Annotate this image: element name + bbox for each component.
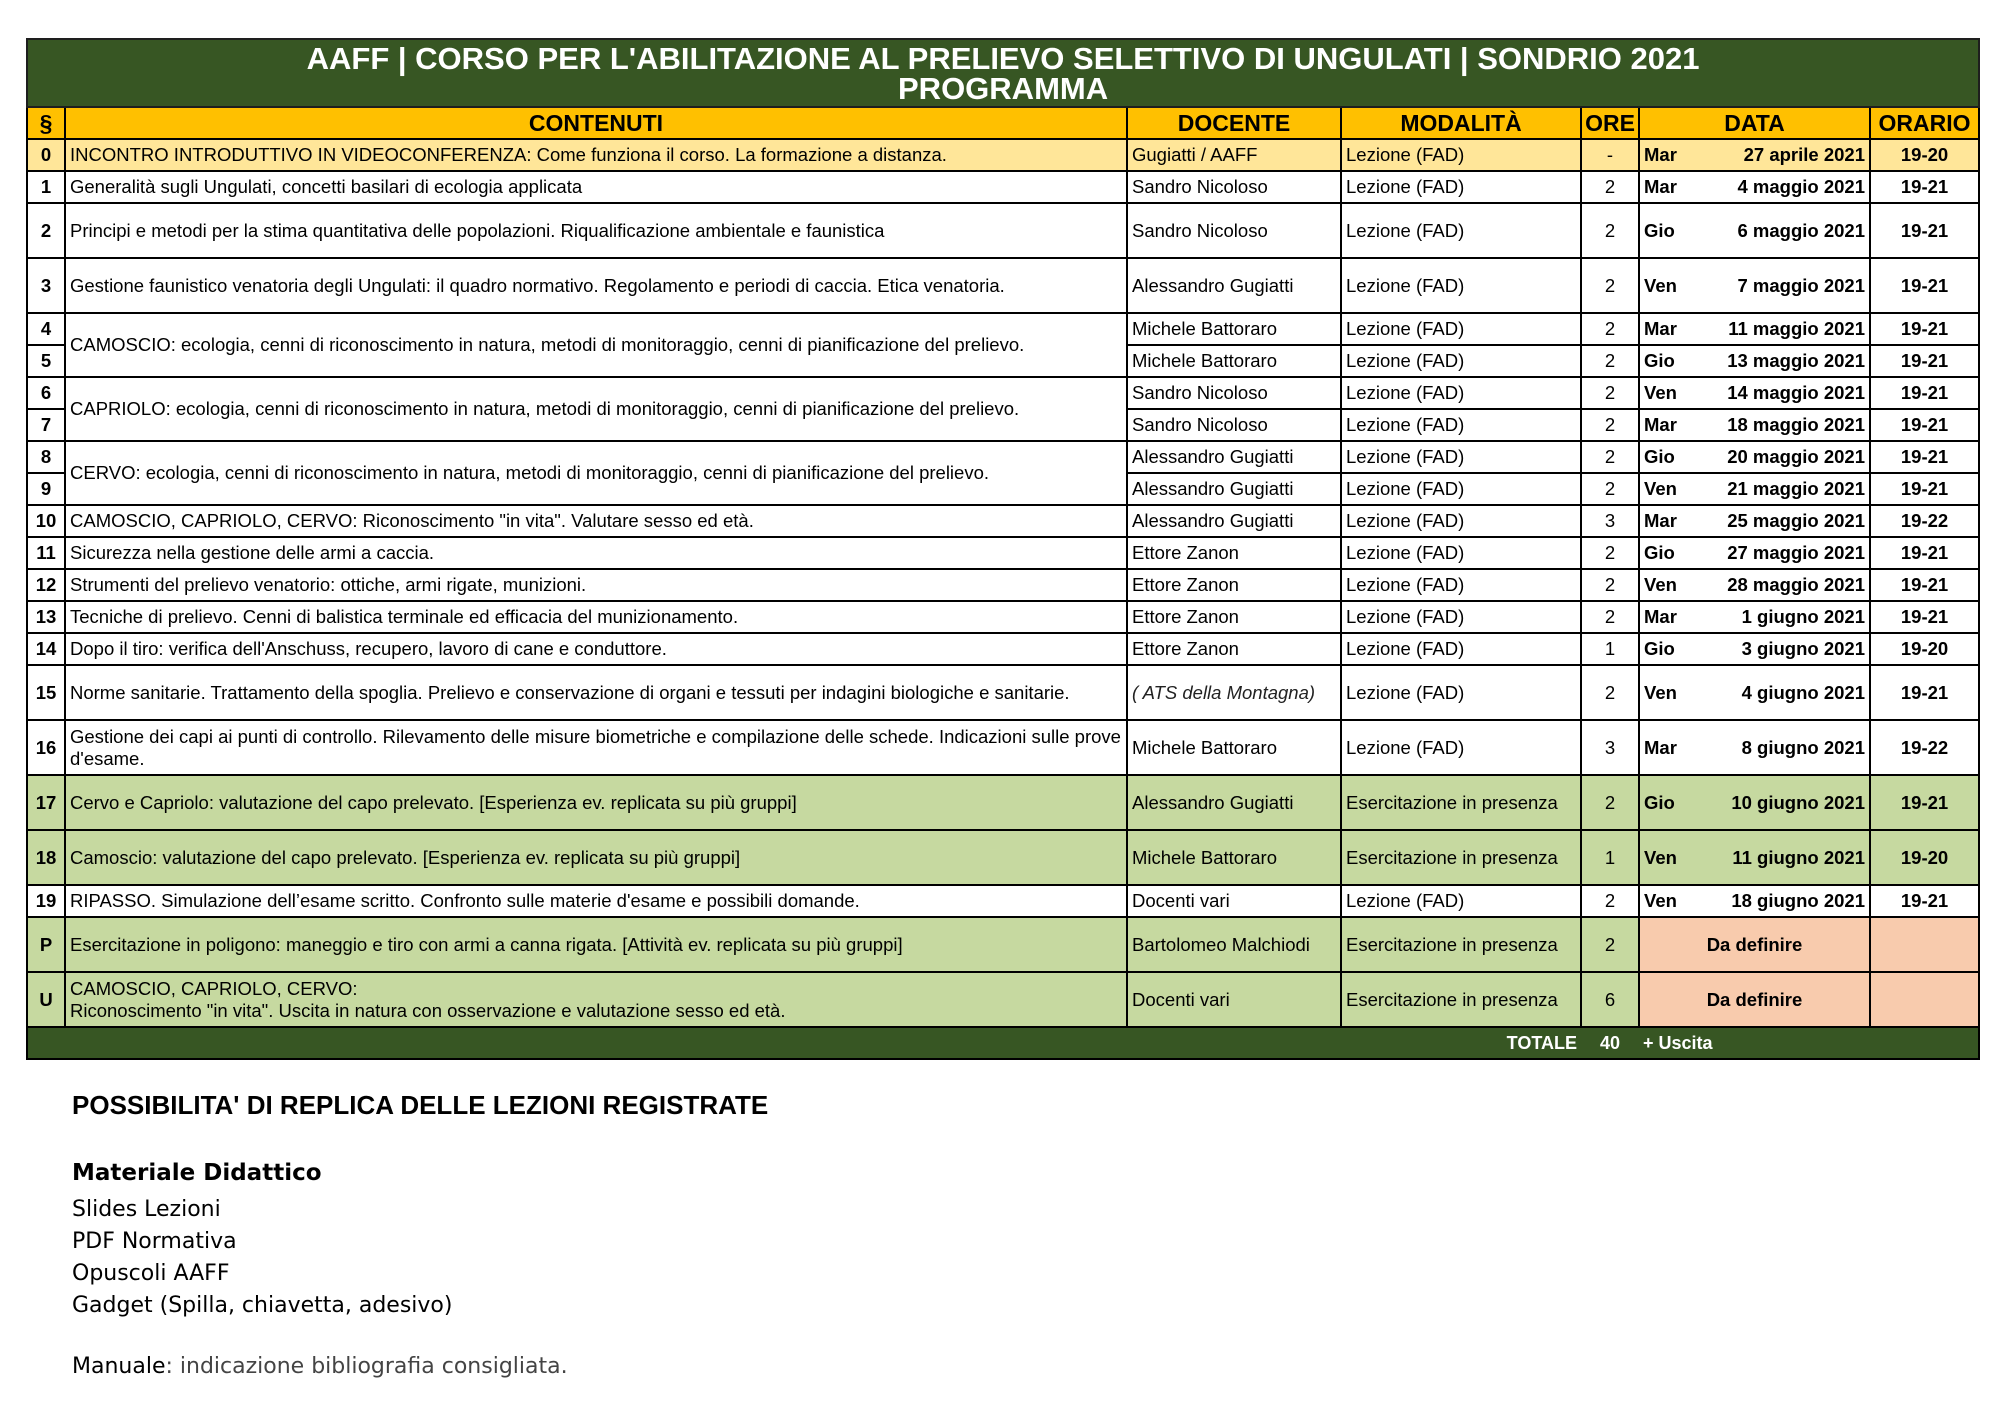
row-ore: 3 <box>1581 505 1639 537</box>
row-num: 16 <box>27 720 65 775</box>
list-item: Slides Lezioni <box>72 1197 221 1222</box>
row-orario: 19-21 <box>1870 345 1979 377</box>
table-row <box>27 917 1979 972</box>
row-ore: 3 <box>1581 720 1639 775</box>
row-docente: Michele Battoraro <box>1127 345 1341 377</box>
row-data: 11 maggio 2021 <box>1699 313 1870 345</box>
row-modalita: Lezione (FAD) <box>1341 139 1581 171</box>
row-num: 18 <box>27 830 65 885</box>
manuale-label: Manuale <box>72 1354 166 1379</box>
row-contenuti: Cervo e Capriolo: valutazione del capo prelevato. [Esperienza ev. replicata su più gruppi] <box>65 775 1127 830</box>
row-orario: 19-20 <box>1870 633 1979 665</box>
row-orario: 19-21 <box>1870 377 1979 409</box>
materiale-title: Materiale Didattico <box>72 1160 322 1186</box>
row-docente: Docenti vari <box>1127 972 1341 1027</box>
row-modalita: Lezione (FAD) <box>1341 569 1581 601</box>
header-docente: DOCENTE <box>1127 107 1341 139</box>
row-ore: 1 <box>1581 830 1639 885</box>
row-data: 7 maggio 2021 <box>1699 258 1870 313</box>
row-orario: 19-21 <box>1870 473 1979 505</box>
materiale-list <box>72 1194 452 1322</box>
row-num: 7 <box>27 409 65 441</box>
row-data-tbd: Da definire <box>1639 917 1870 972</box>
row-orario: 19-21 <box>1870 885 1979 917</box>
table-row <box>27 171 1979 203</box>
row-num: 15 <box>27 665 65 720</box>
row-docente: Sandro Nicoloso <box>1127 377 1341 409</box>
total-hours: 40 <box>1581 1027 1639 1059</box>
row-modalita: Lezione (FAD) <box>1341 441 1581 473</box>
table-row <box>27 537 1979 569</box>
row-modalita: Esercitazione in presenza <box>1341 917 1581 972</box>
row-modalita: Lezione (FAD) <box>1341 203 1581 258</box>
row-data: 11 giugno 2021 <box>1699 830 1870 885</box>
row-contenuti: Camoscio: valutazione del capo prelevato. [Esperienza ev. replicata su più gruppi] <box>65 830 1127 885</box>
table-row <box>27 139 1979 171</box>
row-modalita: Esercitazione in presenza <box>1341 775 1581 830</box>
row-num: 10 <box>27 505 65 537</box>
row-data: 20 maggio 2021 <box>1699 441 1870 473</box>
table-row <box>27 377 1979 409</box>
row-orario: 19-21 <box>1870 665 1979 720</box>
row-orario-empty <box>1870 917 1979 972</box>
row-contenuti: Gestione dei capi ai punti di controllo. Rilevamento delle misure biometriche e compilazione delle schede. Indicazioni sulle prove d'esame. <box>65 720 1127 775</box>
header-modalita: MODALITÀ <box>1341 107 1581 139</box>
row-modalita: Lezione (FAD) <box>1341 665 1581 720</box>
row-orario: 19-21 <box>1870 537 1979 569</box>
row-data: 28 maggio 2021 <box>1699 569 1870 601</box>
row-num: 4 <box>27 313 65 345</box>
row-num: 8 <box>27 441 65 473</box>
row-docente: Bartolomeo Malchiodi <box>1127 917 1341 972</box>
row-contenuti: Generalità sugli Ungulati, concetti basilari di ecologia applicata <box>65 171 1127 203</box>
row-docente: Ettore Zanon <box>1127 569 1341 601</box>
row-modalita: Lezione (FAD) <box>1341 377 1581 409</box>
manuale-text: : indicazione bibliografia consigliata. <box>165 1354 568 1379</box>
row-orario: 19-22 <box>1870 505 1979 537</box>
program-table <box>26 38 1980 1060</box>
row-giorno: Gio <box>1639 441 1699 473</box>
row-ore: 2 <box>1581 473 1639 505</box>
row-docente: Gugiatti / AAFF <box>1127 139 1341 171</box>
row-modalita: Lezione (FAD) <box>1341 409 1581 441</box>
row-giorno: Gio <box>1639 537 1699 569</box>
row-data: 8 giugno 2021 <box>1699 720 1870 775</box>
table-row <box>27 569 1979 601</box>
row-data: 3 giugno 2021 <box>1699 633 1870 665</box>
row-num: 11 <box>27 537 65 569</box>
table-row <box>27 972 1979 1027</box>
row-orario: 19-21 <box>1870 601 1979 633</box>
row-giorno: Mar <box>1639 720 1699 775</box>
row-modalita: Esercitazione in presenza <box>1341 972 1581 1027</box>
row-ore: 2 <box>1581 665 1639 720</box>
table-row <box>27 441 1979 473</box>
row-giorno: Ven <box>1639 258 1699 313</box>
row-data: 21 maggio 2021 <box>1699 473 1870 505</box>
row-contenuti: Principi e metodi per la stima quantitativa delle popolazioni. Riqualificazione ambientale e faunistica <box>65 203 1127 258</box>
row-orario: 19-21 <box>1870 203 1979 258</box>
row-data: 27 aprile 2021 <box>1699 139 1870 171</box>
table-row <box>27 505 1979 537</box>
row-orario: 19-21 <box>1870 441 1979 473</box>
table-row <box>27 203 1979 258</box>
row-docente: Sandro Nicoloso <box>1127 171 1341 203</box>
row-data: 4 maggio 2021 <box>1699 171 1870 203</box>
row-orario: 19-21 <box>1870 409 1979 441</box>
header-contenuti: CONTENUTI <box>65 107 1127 139</box>
table-row <box>27 665 1979 720</box>
course-title: AAFF | CORSO PER L'ABILITAZIONE AL PRELIEVO SELETTIVO DI UNGULATI | SONDRIO 2021 <box>306 41 1700 76</box>
manuale-line <box>72 1354 568 1379</box>
row-contenuti: Gestione faunistico venatoria degli Ungulati: il quadro normativo. Regolamento e periodi di caccia. Etica venatoria. <box>65 258 1127 313</box>
row-giorno: Ven <box>1639 885 1699 917</box>
row-modalita: Esercitazione in presenza <box>1341 830 1581 885</box>
row-data: 27 maggio 2021 <box>1699 537 1870 569</box>
row-contenuti-line1: CAMOSCIO, CAPRIOLO, CERVO: <box>70 977 358 999</box>
row-giorno: Gio <box>1639 633 1699 665</box>
list-item: Gadget (Spilla, chiavetta, adesivo) <box>72 1293 453 1318</box>
row-modalita: Lezione (FAD) <box>1341 313 1581 345</box>
row-contenuti: CAMOSCIO, CAPRIOLO, CERVO: Riconoscimento "in vita". Valutare sesso ed età. <box>65 505 1127 537</box>
row-modalita: Lezione (FAD) <box>1341 720 1581 775</box>
list-item: PDF Normativa <box>72 1229 237 1254</box>
header-orario: ORARIO <box>1870 107 1979 139</box>
row-orario: 19-21 <box>1870 258 1979 313</box>
row-num: P <box>27 917 65 972</box>
header-data: DATA <box>1639 107 1870 139</box>
title-cell <box>27 39 1979 107</box>
row-data: 6 maggio 2021 <box>1699 203 1870 258</box>
row-data: 25 maggio 2021 <box>1699 505 1870 537</box>
row-num: 0 <box>27 139 65 171</box>
row-docente: Michele Battoraro <box>1127 720 1341 775</box>
row-ore: 2 <box>1581 313 1639 345</box>
total-extra: + Uscita <box>1639 1027 1979 1059</box>
row-num: 19 <box>27 885 65 917</box>
row-orario: 19-21 <box>1870 313 1979 345</box>
row-data: 13 maggio 2021 <box>1699 345 1870 377</box>
row-contenuti: RIPASSO. Simulazione dell’esame scritto. Confronto sulle materie d'esame e possibili domande. <box>65 885 1127 917</box>
row-num: 14 <box>27 633 65 665</box>
row-docente: ( ATS della Montagna) <box>1127 665 1341 720</box>
row-docente: Ettore Zanon <box>1127 537 1341 569</box>
row-modalita: Lezione (FAD) <box>1341 258 1581 313</box>
row-num: 2 <box>27 203 65 258</box>
total-row <box>27 1027 1979 1059</box>
row-contenuti: Sicurezza nella gestione delle armi a caccia. <box>65 537 1127 569</box>
row-docente: Alessandro Gugiatti <box>1127 258 1341 313</box>
table-row <box>27 601 1979 633</box>
row-contenuti: Tecniche di prelievo. Cenni di balistica terminale ed efficacia del munizionamento. <box>65 601 1127 633</box>
row-docente: Alessandro Gugiatti <box>1127 775 1341 830</box>
row-ore: - <box>1581 139 1639 171</box>
row-data: 14 maggio 2021 <box>1699 377 1870 409</box>
row-contenuti: CERVO: ecologia, cenni di riconoscimento in natura, metodi di monitoraggio, cenni di pianificazione del prelievo. <box>65 441 1127 505</box>
row-num: 17 <box>27 775 65 830</box>
row-docente: Sandro Nicoloso <box>1127 409 1341 441</box>
row-data-tbd: Da definire <box>1639 972 1870 1027</box>
row-modalita: Lezione (FAD) <box>1341 473 1581 505</box>
program-sheet <box>26 38 1978 1060</box>
row-num: 6 <box>27 377 65 409</box>
row-giorno: Mar <box>1639 313 1699 345</box>
row-modalita: Lezione (FAD) <box>1341 345 1581 377</box>
row-modalita: Lezione (FAD) <box>1341 633 1581 665</box>
row-ore: 2 <box>1581 377 1639 409</box>
row-giorno: Gio <box>1639 775 1699 830</box>
row-num: 13 <box>27 601 65 633</box>
row-modalita: Lezione (FAD) <box>1341 537 1581 569</box>
row-data: 18 maggio 2021 <box>1699 409 1870 441</box>
row-ore: 2 <box>1581 441 1639 473</box>
row-orario: 19-20 <box>1870 139 1979 171</box>
row-giorno: Mar <box>1639 601 1699 633</box>
row-ore: 2 <box>1581 569 1639 601</box>
row-giorno: Mar <box>1639 171 1699 203</box>
row-giorno: Mar <box>1639 409 1699 441</box>
row-data: 18 giugno 2021 <box>1699 885 1870 917</box>
row-docente: Michele Battoraro <box>1127 830 1341 885</box>
row-contenuti-line2: Riconoscimento "in vita". Uscita in natura con osservazione e valutazione sesso ed età. <box>70 999 786 1021</box>
row-modalita: Lezione (FAD) <box>1341 171 1581 203</box>
row-ore: 2 <box>1581 885 1639 917</box>
row-contenuti: CAPRIOLO: ecologia, cenni di riconoscimento in natura, metodi di monitoraggio, cenni di pianificazione del prelievo. <box>65 377 1127 441</box>
table-row <box>27 885 1979 917</box>
row-orario-empty <box>1870 972 1979 1027</box>
row-contenuti: INCONTRO INTRODUTTIVO IN VIDEOCONFERENZA: Come funziona il corso. La formazione a distanza. <box>65 139 1127 171</box>
row-ore: 6 <box>1581 972 1639 1027</box>
program-subtitle: PROGRAMMA <box>898 71 1109 106</box>
row-docente: Docenti vari <box>1127 885 1341 917</box>
row-data: 10 giugno 2021 <box>1699 775 1870 830</box>
row-modalita: Lezione (FAD) <box>1341 885 1581 917</box>
row-contenuti: Esercitazione in poligono: maneggio e tiro con armi a canna rigata. [Attività ev. replicata su più gruppi] <box>65 917 1127 972</box>
row-ore: 2 <box>1581 537 1639 569</box>
row-ore: 2 <box>1581 258 1639 313</box>
row-giorno: Ven <box>1639 473 1699 505</box>
row-docente: Alessandro Gugiatti <box>1127 473 1341 505</box>
row-giorno: Gio <box>1639 203 1699 258</box>
row-giorno: Ven <box>1639 830 1699 885</box>
row-contenuti: Strumenti del prelievo venatorio: ottiche, armi rigate, munizioni. <box>65 569 1127 601</box>
row-giorno: Ven <box>1639 569 1699 601</box>
row-orario: 19-20 <box>1870 830 1979 885</box>
row-ore: 2 <box>1581 171 1639 203</box>
row-num: U <box>27 972 65 1027</box>
row-data: 4 giugno 2021 <box>1699 665 1870 720</box>
row-num: 5 <box>27 345 65 377</box>
total-label: TOTALE <box>27 1027 1581 1059</box>
row-num: 9 <box>27 473 65 505</box>
row-contenuti <box>65 972 1127 1027</box>
row-data: 1 giugno 2021 <box>1699 601 1870 633</box>
row-modalita: Lezione (FAD) <box>1341 601 1581 633</box>
row-giorno: Gio <box>1639 345 1699 377</box>
table-row <box>27 633 1979 665</box>
row-ore: 2 <box>1581 345 1639 377</box>
row-docente: Michele Battoraro <box>1127 313 1341 345</box>
table-row <box>27 720 1979 775</box>
table-row <box>27 775 1979 830</box>
row-docente: Alessandro Gugiatti <box>1127 505 1341 537</box>
row-docente: Sandro Nicoloso <box>1127 203 1341 258</box>
row-orario: 19-21 <box>1870 569 1979 601</box>
row-giorno: Mar <box>1639 505 1699 537</box>
row-ore: 2 <box>1581 409 1639 441</box>
row-ore: 2 <box>1581 601 1639 633</box>
row-giorno: Mar <box>1639 139 1699 171</box>
row-ore: 1 <box>1581 633 1639 665</box>
row-modalita: Lezione (FAD) <box>1341 505 1581 537</box>
row-num: 1 <box>27 171 65 203</box>
list-item: Opuscoli AAFF <box>72 1261 230 1286</box>
header-num: § <box>27 107 65 139</box>
row-orario: 19-22 <box>1870 720 1979 775</box>
table-row <box>27 313 1979 345</box>
replica-note: POSSIBILITA' DI REPLICA DELLE LEZIONI REGISTRATE <box>72 1090 769 1120</box>
row-giorno: Ven <box>1639 377 1699 409</box>
row-contenuti: Norme sanitarie. Trattamento della spoglia. Prelievo e conservazione di organi e tessuti per indagini biologiche e sanitarie. <box>65 665 1127 720</box>
row-contenuti: CAMOSCIO: ecologia, cenni di riconoscimento in natura, metodi di monitoraggio, cenni di pianificazione del prelievo. <box>65 313 1127 377</box>
row-num: 3 <box>27 258 65 313</box>
table-row <box>27 258 1979 313</box>
title-row <box>27 39 1979 107</box>
header-row <box>27 107 1979 139</box>
header-ore: ORE <box>1581 107 1639 139</box>
row-giorno: Ven <box>1639 665 1699 720</box>
row-ore: 2 <box>1581 917 1639 972</box>
row-docente: Alessandro Gugiatti <box>1127 441 1341 473</box>
row-docente: Ettore Zanon <box>1127 633 1341 665</box>
row-contenuti: Dopo il tiro: verifica dell'Anschuss, recupero, lavoro di cane e conduttore. <box>65 633 1127 665</box>
row-ore: 2 <box>1581 203 1639 258</box>
table-row <box>27 830 1979 885</box>
row-orario: 19-21 <box>1870 775 1979 830</box>
row-ore: 2 <box>1581 775 1639 830</box>
row-docente: Ettore Zanon <box>1127 601 1341 633</box>
row-num: 12 <box>27 569 65 601</box>
row-orario: 19-21 <box>1870 171 1979 203</box>
